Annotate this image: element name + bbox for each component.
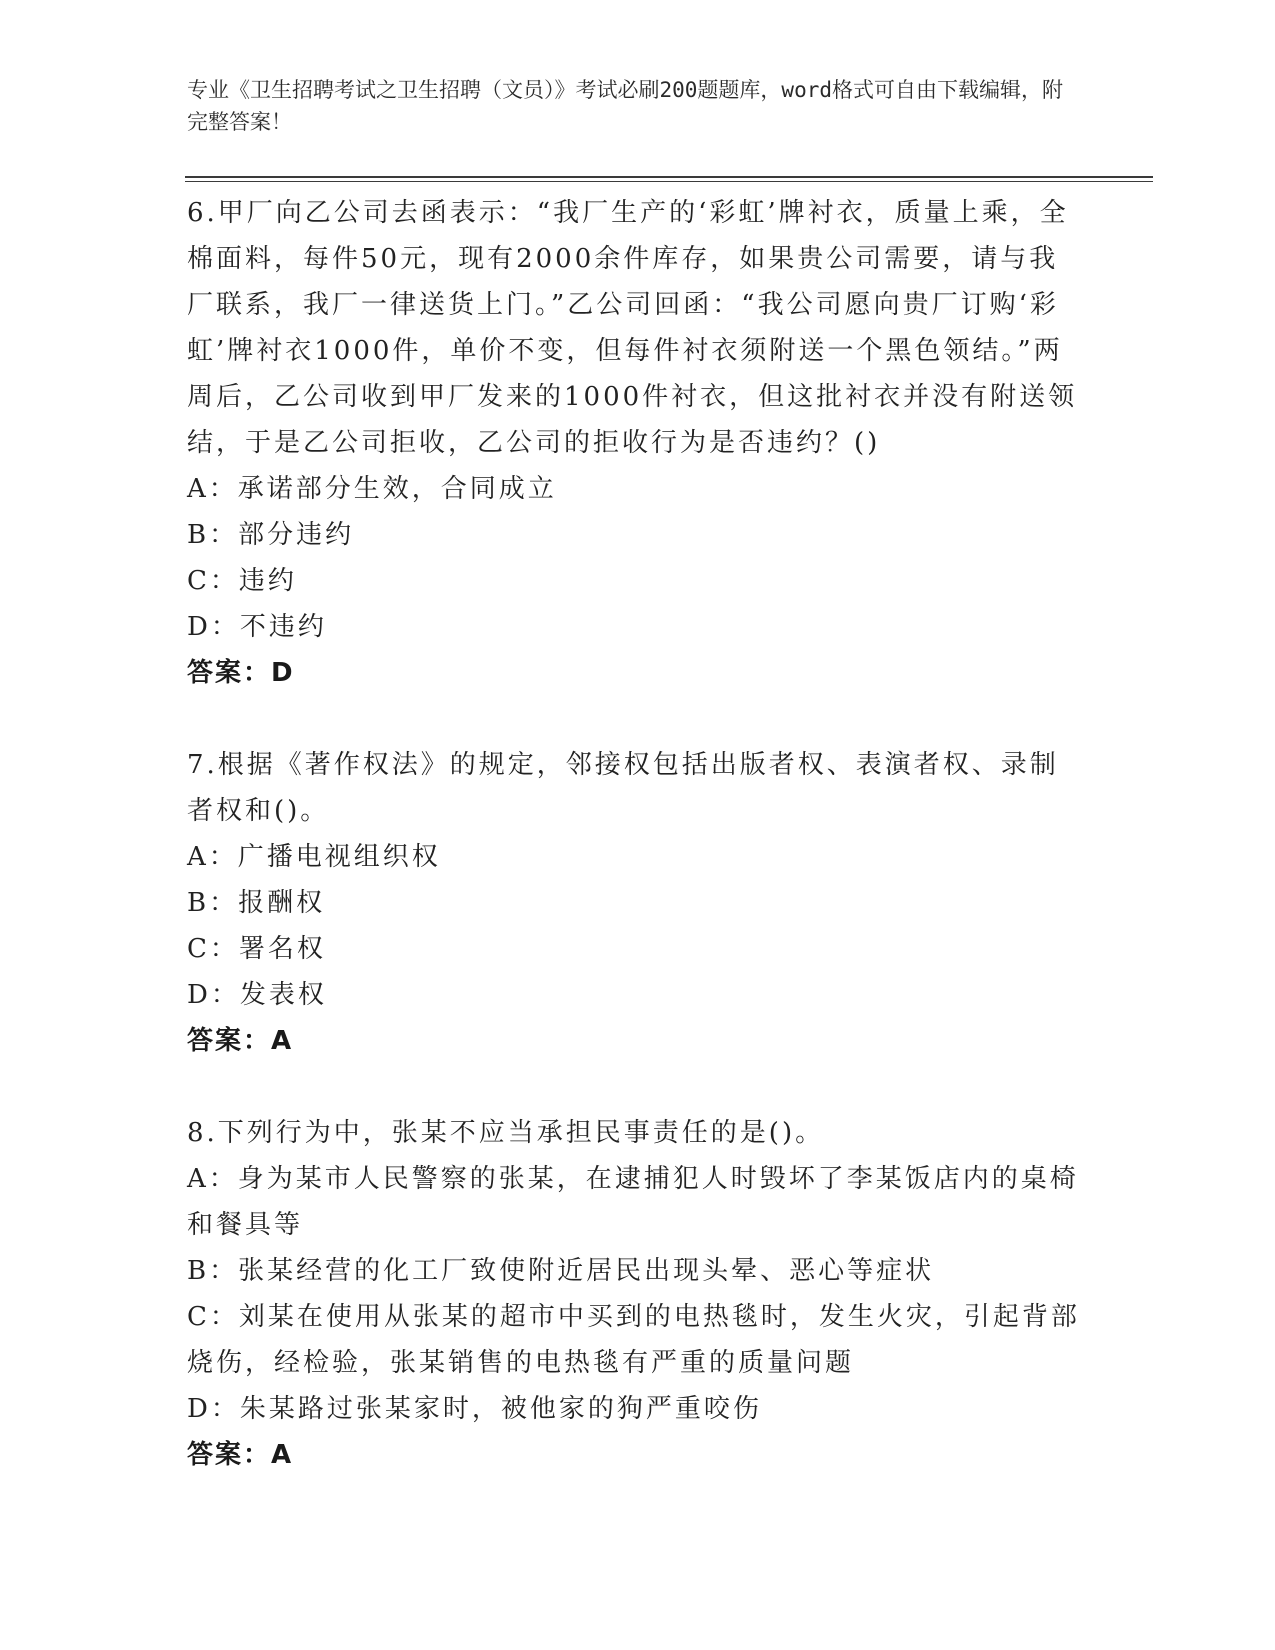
question-text: 8.下列行为中，张某不应当承担民事责任的是()。 — [187, 1118, 825, 1148]
option-b: B：部分违约 — [187, 520, 355, 550]
question-spacer — [187, 696, 1087, 742]
question-text: 6.甲厂向乙公司去函表示：“我厂生产的‘彩虹’牌衬衣，质量上乘，全棉面料，每件50元，现有2000余件库存，如果贵公司需要，请与我厂联系，我厂一律送货上门。”乙公司回函：“我公司愿向贵厂订购‘彩虹’牌衬衣1000件，单价不变，但每件衬衣须附送一个黑色领结。”两周后，乙公司收到甲厂发来的1000件衬衣，但这批衬衣并没有附送领结，于是乙公司拒收，乙公司的拒收行为是否违约？() — [187, 198, 1078, 458]
option-d: D：朱某路过张某家时，被他家的狗严重咬伤 — [187, 1394, 762, 1424]
header-intro-text: 专业《卫生招聘考试之卫生招聘（文员）》考试必刷200题题库，word格式可自由下载编辑，附完整答案！ — [187, 78, 1063, 134]
question-list — [187, 190, 1087, 1478]
answer-line: 答案：A — [187, 1026, 294, 1056]
option-c: C：署名权 — [187, 934, 326, 964]
question-text: 7.根据《著作权法》的规定，邻接权包括出版者权、表演者权、录制者权和()。 — [187, 750, 1059, 826]
option-a: A：身为某市人民警察的张某，在逮捕犯人时毁坏了李某饭店内的桌椅和餐具等 — [187, 1164, 1079, 1240]
option-c: C：违约 — [187, 566, 297, 596]
answer-line: 答案：D — [187, 658, 295, 688]
option-d: D：不违约 — [187, 612, 327, 642]
option-b: B：张某经营的化工厂致使附近居民出现头晕、恶心等症状 — [187, 1256, 935, 1286]
answer-line: 答案：A — [187, 1440, 294, 1470]
question-7 — [187, 742, 1087, 1064]
question-spacer — [187, 1064, 1087, 1110]
option-c: C：刘某在使用从张某的超市中买到的电热毯时，发生火灾，引起背部烧伤，经检验，张某销售的电热毯有严重的质量问题 — [187, 1302, 1080, 1378]
question-8 — [187, 1110, 1087, 1478]
option-a: A：广播电视组织权 — [187, 842, 441, 872]
header-divider-thick — [185, 176, 1153, 178]
option-d: D：发表权 — [187, 980, 327, 1010]
question-6 — [187, 190, 1087, 696]
header-divider-thin — [185, 181, 1153, 182]
option-b: B：报酬权 — [187, 888, 326, 918]
option-a: A：承诺部分生效，合同成立 — [187, 474, 557, 504]
document-header — [187, 74, 1067, 138]
